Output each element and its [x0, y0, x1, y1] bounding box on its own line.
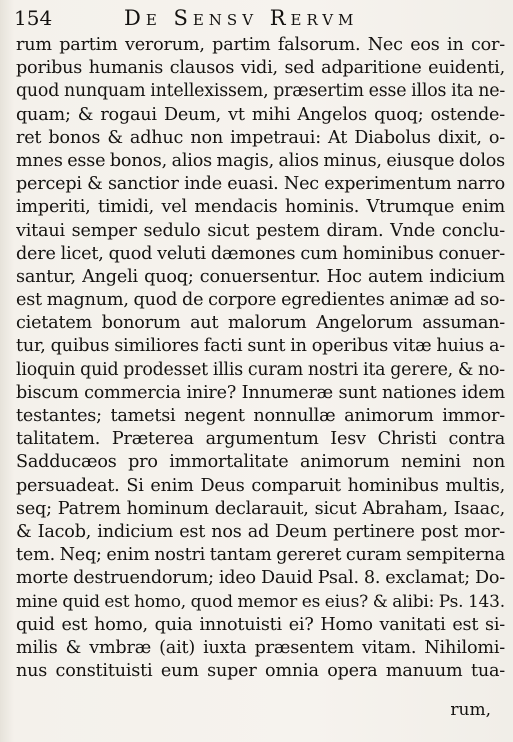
text-line: Sadducæos pro immortalitate animorum nemini non [16, 452, 505, 473]
text-line: testantes; tametsi negent nonnullæ animorum immor- [16, 406, 505, 426]
text-line: tem. Neq; enim nostri tantam gereret curam sempiterna [16, 545, 505, 566]
text-line: dere licet, quod veluti dæmones cum hominibus conuer- [16, 243, 505, 264]
text-line: rum partim verorum, partim falsorum. Nec eos in cor- [16, 35, 505, 55]
text-line: persuadeat. Si enim Deus comparuit hominibus multis, [16, 475, 505, 496]
text-line: est magnum, quod de corpore egredientes animæ ad so- [16, 290, 505, 311]
text-line: milis & vmbræ (ait) iuxta præsentem vitam. Nihilomi- [16, 637, 505, 658]
page-number: 154 [14, 6, 53, 30]
running-title: De Sensv Rervm [124, 6, 359, 30]
page-header [14, 6, 499, 34]
text-line: morte destruendorum; ideo Dauid Psal. 8. exclamat; Do- [16, 568, 505, 589]
text-line: & Iacob, indicium est nos ad Deum pertinere post mor- [16, 521, 505, 542]
catchword: rum, [450, 700, 491, 720]
text-line: mnes esse bonos, alios magis, alios minus, eiusque dolos [16, 150, 505, 171]
text-line: quam; & rogaui Deum, vt mihi Angelos quoq; ostende- [16, 104, 505, 125]
text-line: poribus humanis clausos vidi, sed adparitione euidenti, [16, 58, 505, 79]
text-line: nus constituisti eum super omnia opera manuum tua- [16, 661, 505, 682]
text-line: percepi & sanctior inde euasi. Nec experimentum narro [16, 174, 505, 195]
text-line: cietatem bonorum aut malorum Angelorum assuman- [16, 313, 505, 334]
text-line: mine quid est homo, quod memor es eius? & alibi: Ps. 143. [16, 591, 505, 612]
text-line: lioquin quid prodesset illis curam nostri ita gerere, & no- [16, 359, 505, 380]
text-line: ret bonos & adhuc non impetraui: At Diabolus dixit, o- [16, 127, 505, 148]
text-line: santur, Angeli quoq; conuersentur. Hoc autem indicium [16, 266, 505, 287]
text-line: tur, quibus similiores facti sunt in operibus vitæ huius a- [16, 336, 505, 357]
text-line: imperiti, timidi, vel mendacis hominis. Vtrumque enim [16, 197, 505, 218]
text-line: vitaui semper sedulo sicut pestem diram. Vnde conclu- [16, 220, 505, 241]
text-line: quod nunquam intellexissem, præsertim esse illos ita ne- [16, 81, 505, 102]
text-line: talitatem. Præterea argumentum Iesv Christi contra [16, 429, 505, 450]
body-text [16, 34, 505, 683]
text-line: quid est homo, quia innotuisti ei? Homo vanitati est si- [16, 614, 505, 635]
text-line: seq; Patrem hominum declarauit, sicut Abraham, Isaac, [16, 498, 505, 519]
text-line: biscum commercia inire? Innumeræ sunt nationes idem [16, 382, 505, 403]
